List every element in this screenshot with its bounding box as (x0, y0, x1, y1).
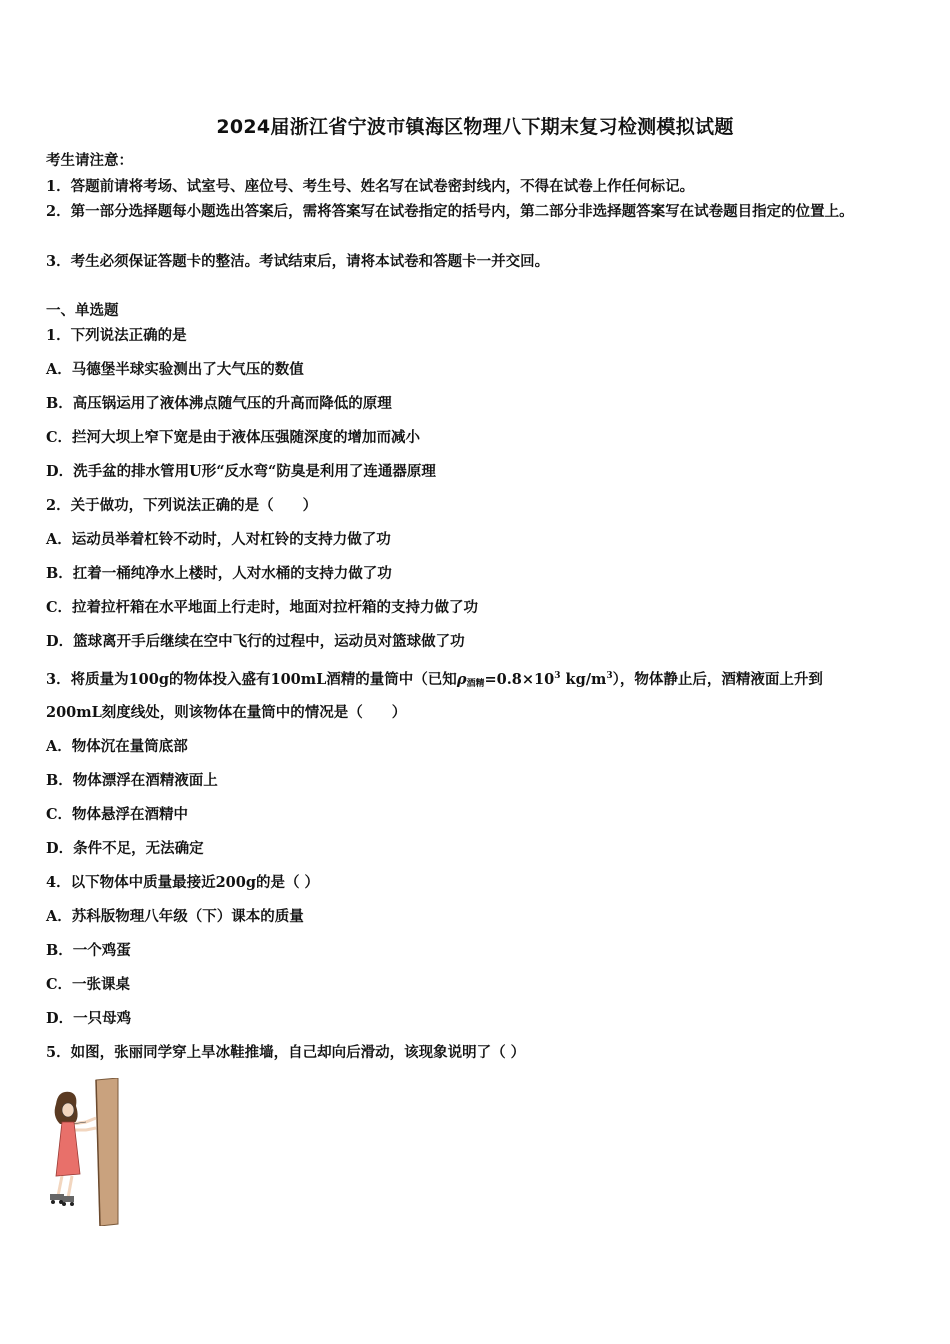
q3-stem-line1 (46, 666, 823, 694)
q2-option-b: B．扛着一桶纯净水上楼时，人对水桶的支持力做了功 (46, 565, 392, 582)
q5-stem: 5．如图，张丽同学穿上旱冰鞋推墙，自己却向后滑动，该现象说明了（ ） (46, 1044, 526, 1061)
density-value: =0.8×10 (484, 671, 555, 688)
notice-item-2: 2．第一部分选择题每小题选出答案后，需将答案写在试卷指定的括号内，第二部分非选择题答案写在试卷题目指定的位置上。 (46, 203, 854, 220)
rho-subscript: 酒精 (466, 679, 485, 689)
q2-option-c: C．拉着拉杆箱在水平地面上行走时，地面对拉杆箱的支持力做了功 (46, 599, 479, 616)
q3-option-b: B．物体漂浮在酒精液面上 (46, 772, 218, 789)
q1-option-d: D．洗手盆的排水管用U形“反水弯“防臭是利用了连通器原理 (46, 463, 436, 480)
q1-stem: 1．下列说法正确的是 (46, 327, 187, 344)
q3-stem-part2: ），物体静止后，酒精液面上升到 (612, 671, 823, 688)
exam-title: 2024届浙江省宁波市镇海区物理八下期末复习检测模拟试题 (216, 116, 734, 138)
q3-stem-part1: 3．将质量为100g的物体投入盛有100mL酒精的量筒中（已知 (46, 671, 457, 688)
density-exponent: 3 (554, 671, 561, 681)
rho-symbol: ρ (456, 671, 467, 688)
q1-option-b: B．高压锅运用了液体沸点随气压的升高而降低的原理 (46, 395, 392, 412)
q4-option-b: B．一个鸡蛋 (46, 942, 131, 959)
q2-option-a: A．运动员举着杠铃不动时，人对杠铃的支持力做了功 (46, 531, 391, 548)
notice-item-3: 3．考生必须保证答题卡的整洁。考试结束后，请将本试卷和答题卡一并交回。 (46, 253, 550, 270)
q4-stem: 4．以下物体中质量最接近200g的是（ ） (46, 874, 320, 891)
q2-stem: 2．关于做功，下列说法正确的是（ ） (46, 497, 318, 514)
girl-pushing-wall-illustration (46, 1078, 122, 1226)
q3-option-a: A．物体沉在量筒底部 (46, 738, 188, 755)
notice-item-1: 1．答题前请将考场、试室号、座位号、考生号、姓名写在试卷密封线内，不得在试卷上作任何标记。 (46, 178, 695, 195)
section-heading: 一、单选题 (46, 302, 119, 319)
notice-heading: 考生请注意： (46, 152, 133, 169)
q3-stem-line2: 200mL刻度线处，则该物体在量筒中的情况是（ ） (46, 704, 407, 721)
q4-option-d: D．一只母鸡 (46, 1010, 132, 1027)
q3-option-c: C．物体悬浮在酒精中 (46, 806, 189, 823)
density-unit-exponent: 3 (606, 671, 613, 681)
q2-option-d: D．篮球离开手后继续在空中飞行的过程中，运动员对篮球做了功 (46, 633, 465, 650)
q4-option-c: C．一张课桌 (46, 976, 131, 993)
q4-option-a: A．苏科版物理八年级（下）课本的质量 (46, 908, 304, 925)
q3-option-d: D．条件不足，无法确定 (46, 840, 204, 857)
q1-option-c: C．拦河大坝上窄下宽是由于液体压强随深度的增加而减小 (46, 429, 421, 446)
q1-option-a: A．马德堡半球实验测出了大气压的数值 (46, 361, 304, 378)
density-unit: kg/m (560, 671, 607, 688)
